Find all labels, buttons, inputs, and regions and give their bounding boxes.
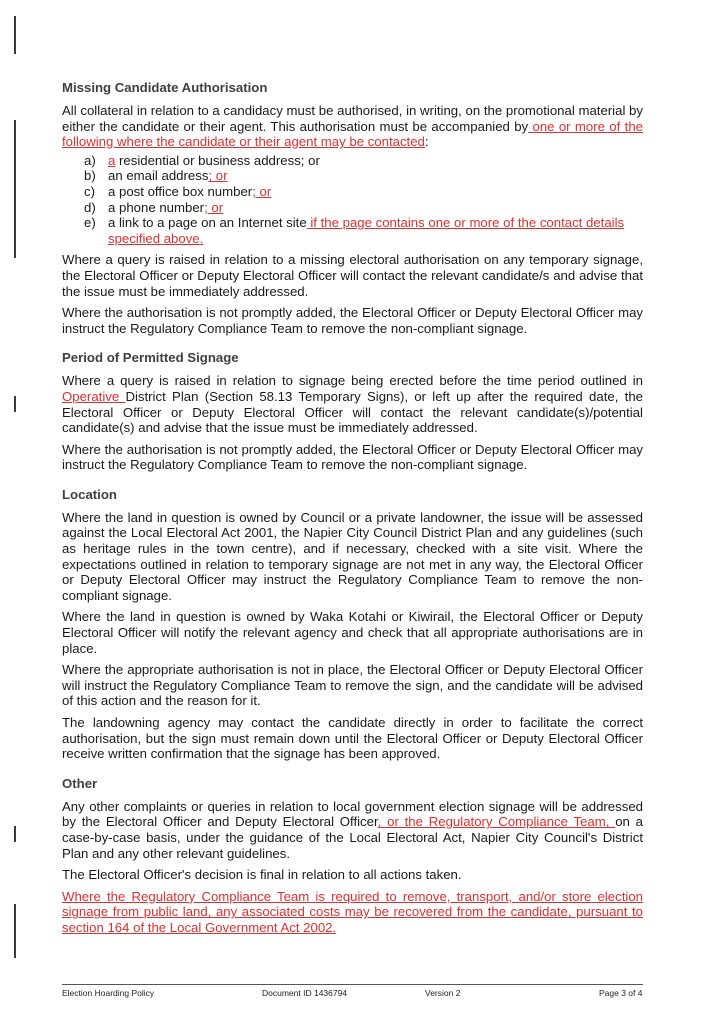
paragraph: Where the land in question is owned by Council or a private landowner, the issue will be assessed against the Local Electoral Act 2001, the Napier City Council District Plan and any guidelines (such as heritage rules in the town centre), and if necessary, checked with a site visit. Where the expectations outlined in relation to temporary signage are not met in any way, the Electoral Officer or Deputy Electoral Officer may instruct the Regulatory Compliance Team to remove the non-compliant signage. [62, 509, 643, 603]
list-item [62, 215, 643, 246]
list-item [62, 184, 643, 200]
tracked-insertion: ; or [252, 183, 272, 199]
paragraph: Where the authorisation is not promptly added, the Electoral Officer or Deputy Electoral Officer may instruct the Regulatory Compliance Team to remove the non-compliant signage. [62, 305, 643, 336]
paragraph: The Electoral Officer's decision is final in relation to all actions taken. [62, 867, 462, 883]
paragraph [62, 373, 643, 435]
list-marker: c) [84, 183, 95, 199]
tracked-insertion: a [108, 152, 116, 168]
tracked-insertion-paragraph: Where the Regulatory Compliance Team is required to remove, transport, and/or store election signage from public land, any associated costs may be recovered from the candidate, pursuant to section 164 of the Local Government Act 2002. [62, 888, 643, 935]
paragraph: Where a query is raised in relation to a missing electoral authorisation on any temporary signage, the Electoral Officer or Deputy Electoral Officer will contact the relevant candidate/s and advise that the issue must be immediately addressed. [62, 252, 643, 299]
list-marker: e) [84, 215, 96, 231]
text-run: on a case-by-case basis, under the guidance of the Local Electoral Act, Napier City Council's District Plan and any other relevant guidelines. [62, 814, 643, 861]
paragraph: Where the authorisation is not promptly added, the Electoral Officer or Deputy Electoral Officer may instruct the Regulatory Compliance Team to remove the non-compliant signage. [62, 441, 643, 473]
section-heading: Period of Permitted Signage [62, 350, 239, 366]
list-text: an email address [108, 168, 209, 184]
section-heading: Other [62, 775, 98, 791]
paragraph: Where the land in question is owned by Waka Kotahi or Kiwirail, the Electoral Officer or Deputy Electoral Officer will notify the relevant agency and check that all appropriate authorisations are in place. [62, 609, 643, 656]
paragraph: Where the appropriate authorisation is not in place, the Electoral Officer or Deputy Electoral Officer will instruct the Regulatory Compliance Team to remove the sign, and the candidate will be advised of this action and the reason for it. [62, 662, 643, 709]
list-text: a link to a page on an Internet site [108, 215, 307, 231]
paragraph: The landowning agency may contact the candidate directly in order to facilitate the correct authorisation, but the sign must remain down until the Electoral Officer or Deputy Electoral Officer receive written confirmation that the signage has been approved. [62, 715, 643, 762]
footer-divider [62, 984, 643, 985]
text-run: District Plan (Section 58.13 Temporary Signs), or left up after the required date, the Electoral Officer or Deputy Electoral Officer will contact the relevant candidate(s)/potential candidate(s) and advise that the issue must be immediately addressed. [62, 388, 643, 436]
contact-list [62, 153, 643, 247]
list-item [62, 153, 643, 169]
tracked-insertion: if the page contains one or more of the contact details specified above. [108, 215, 625, 246]
section-heading: Location [62, 486, 117, 502]
text-run: All collateral in relation to a candidacy must be authorised, in writing, on the promotional material by either the candidate or their agent. This authorisation must be accompanied by [62, 103, 643, 134]
change-bar [14, 396, 16, 412]
footer-policy-name: Election Hoarding Policy [62, 988, 155, 998]
footer-document-id: Document ID 1436794 [262, 988, 348, 998]
list-marker: b) [84, 168, 96, 184]
text-run: Where a query is raised in relation to signage being erected before the time period outlined in [62, 373, 643, 389]
paragraph [62, 799, 643, 861]
tracked-insertion: ; or [204, 199, 224, 215]
document-body [62, 80, 643, 936]
change-bar [14, 120, 16, 258]
change-bar [14, 826, 16, 842]
paragraph [62, 103, 643, 150]
list-marker: d) [84, 199, 96, 215]
footer-version: Version 2 [425, 988, 461, 998]
tracked-insertion: ; or [208, 168, 228, 184]
text-run: : [424, 134, 429, 150]
list-item [62, 168, 643, 184]
tracked-insertion: , or the Regulatory Compliance Team, [377, 814, 616, 830]
list-text: a post office box number [108, 183, 253, 199]
change-bar [14, 16, 16, 54]
list-item [62, 200, 643, 216]
text-run: Any other complaints or queries in relation to local government election signage will be addressed by the Electoral Officer and Deputy Electoral Officer [62, 798, 643, 830]
list-text: residential or business address; or [115, 152, 320, 168]
tracked-insertion: Operative [62, 388, 126, 404]
tracked-insertion: one or more of the following where the candidate or their agent may be contacted [62, 118, 643, 150]
list-marker: a) [84, 152, 96, 168]
list-text: a phone number [108, 199, 205, 215]
section-heading: Missing Candidate Authorisation [62, 80, 268, 95]
footer-page-number: Page 3 of 4 [599, 988, 643, 998]
change-bar [14, 904, 16, 958]
